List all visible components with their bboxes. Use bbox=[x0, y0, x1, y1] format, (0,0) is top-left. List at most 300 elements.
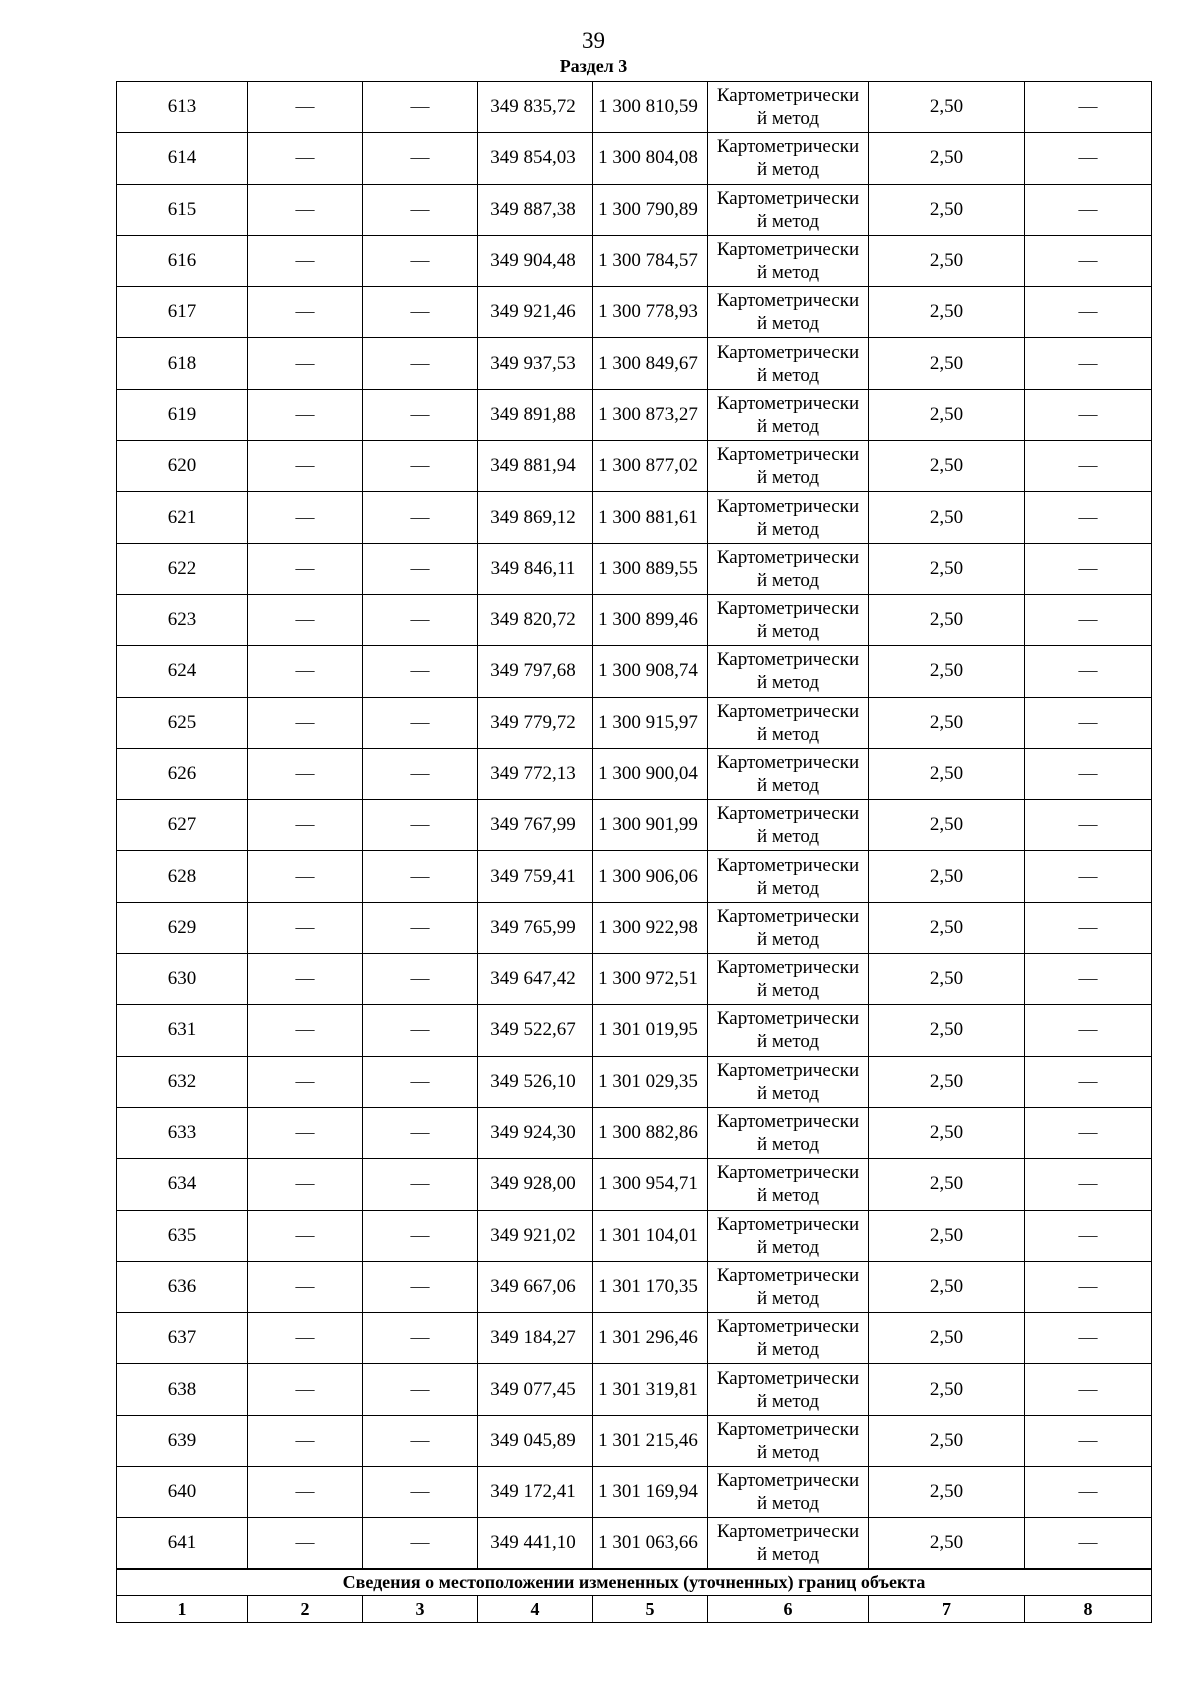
dash-cell: — bbox=[363, 800, 478, 851]
method-cell bbox=[708, 287, 869, 338]
method-line-1: Картометрически bbox=[716, 1008, 860, 1030]
accuracy-cell: 2,50 bbox=[869, 338, 1025, 389]
y-coordinate-cell: 1 300 784,57 bbox=[593, 235, 708, 286]
point-number-cell: 617 bbox=[117, 287, 248, 338]
dash-cell: — bbox=[248, 1210, 363, 1261]
point-number-cell: 640 bbox=[117, 1467, 248, 1518]
method-line-2: й метод bbox=[756, 1339, 820, 1361]
dash-cell: — bbox=[363, 1518, 478, 1569]
y-coordinate-cell: 1 300 954,71 bbox=[593, 1159, 708, 1210]
table-row bbox=[117, 184, 1152, 235]
method-line-1: Картометрически bbox=[716, 495, 860, 517]
method-line-2: й метод bbox=[756, 877, 820, 899]
method-line-1: Картометрически bbox=[716, 905, 860, 927]
point-number-cell: 615 bbox=[117, 184, 248, 235]
accuracy-cell: 2,50 bbox=[869, 646, 1025, 697]
accuracy-cell: 2,50 bbox=[869, 543, 1025, 594]
method-line-2: й метод bbox=[756, 415, 820, 437]
point-number-cell: 636 bbox=[117, 1261, 248, 1312]
table-row bbox=[117, 851, 1152, 902]
method-line-2: й метод bbox=[756, 1134, 820, 1156]
method-line-1: Картометрически bbox=[716, 854, 860, 876]
point-number-cell: 638 bbox=[117, 1364, 248, 1415]
method-line-2: й метод bbox=[756, 1236, 820, 1258]
accuracy-cell: 2,50 bbox=[869, 184, 1025, 235]
x-coordinate-cell: 349 904,48 bbox=[478, 235, 593, 286]
dash-cell: — bbox=[1025, 646, 1152, 697]
dash-cell: — bbox=[1025, 1159, 1152, 1210]
method-line-2: й метод bbox=[756, 980, 820, 1002]
dash-cell: — bbox=[1025, 851, 1152, 902]
page-number: 39 bbox=[582, 28, 605, 53]
table-row bbox=[117, 1056, 1152, 1107]
method-line-2: й метод bbox=[756, 775, 820, 796]
table-row bbox=[117, 287, 1152, 338]
y-coordinate-cell: 1 300 906,06 bbox=[593, 851, 708, 902]
dash-cell: — bbox=[248, 133, 363, 184]
table-row bbox=[117, 492, 1152, 543]
y-coordinate-cell: 1 300 915,97 bbox=[593, 697, 708, 748]
dash-cell: — bbox=[1025, 902, 1152, 953]
accuracy-cell: 2,50 bbox=[869, 235, 1025, 286]
method-line-1: Картометрически bbox=[716, 392, 860, 414]
dash-cell: — bbox=[363, 82, 478, 133]
dash-cell: — bbox=[1025, 1364, 1152, 1415]
method-line-2: й метод bbox=[756, 1493, 820, 1515]
method-cell bbox=[708, 184, 869, 235]
dash-cell: — bbox=[1025, 1261, 1152, 1312]
method-cell bbox=[708, 543, 869, 594]
method-line-1: Картометрически bbox=[716, 649, 860, 671]
table-row bbox=[117, 697, 1152, 748]
dash-cell: — bbox=[1025, 133, 1152, 184]
method-line-2: й метод bbox=[756, 723, 820, 745]
accuracy-cell: 2,50 bbox=[869, 954, 1025, 1005]
dash-cell: — bbox=[1025, 543, 1152, 594]
method-cell bbox=[708, 1364, 869, 1415]
accuracy-cell: 2,50 bbox=[869, 287, 1025, 338]
point-number-cell: 614 bbox=[117, 133, 248, 184]
column-number: 7 bbox=[869, 1596, 1025, 1623]
x-coordinate-cell: 349 172,41 bbox=[478, 1467, 593, 1518]
method-cell bbox=[708, 1056, 869, 1107]
method-line-1: Картометрически bbox=[716, 341, 860, 363]
dash-cell: — bbox=[248, 1415, 363, 1466]
point-number-cell: 631 bbox=[117, 1005, 248, 1056]
dash-cell: — bbox=[1025, 697, 1152, 748]
method-line-2: й метод bbox=[756, 672, 820, 694]
y-coordinate-cell: 1 301 104,01 bbox=[593, 1210, 708, 1261]
dash-cell: — bbox=[363, 338, 478, 389]
y-coordinate-cell: 1 300 877,02 bbox=[593, 441, 708, 492]
table-row bbox=[117, 902, 1152, 953]
dash-cell: — bbox=[248, 1005, 363, 1056]
y-coordinate-cell: 1 301 319,81 bbox=[593, 1364, 708, 1415]
dash-cell: — bbox=[1025, 287, 1152, 338]
method-cell bbox=[708, 1107, 869, 1158]
y-coordinate-cell: 1 300 922,98 bbox=[593, 902, 708, 953]
x-coordinate-cell: 349 891,88 bbox=[478, 389, 593, 440]
table-row bbox=[117, 954, 1152, 1005]
dash-cell: — bbox=[363, 1415, 478, 1466]
point-number-cell: 639 bbox=[117, 1415, 248, 1466]
accuracy-cell: 2,50 bbox=[869, 1107, 1025, 1158]
method-cell bbox=[708, 1210, 869, 1261]
method-cell bbox=[708, 492, 869, 543]
point-number-cell: 637 bbox=[117, 1313, 248, 1364]
x-coordinate-cell: 349 921,46 bbox=[478, 287, 593, 338]
table-row bbox=[117, 748, 1152, 799]
method-line-1: Картометрически bbox=[716, 1264, 860, 1286]
method-line-1: Картометрически bbox=[716, 290, 860, 312]
method-line-2: й метод bbox=[756, 1390, 820, 1412]
method-line-1: Картометрически bbox=[716, 1521, 860, 1543]
method-line-2: й метод bbox=[756, 1441, 820, 1463]
dash-cell: — bbox=[248, 954, 363, 1005]
method-cell bbox=[708, 800, 869, 851]
dash-cell: — bbox=[248, 594, 363, 645]
method-cell bbox=[708, 748, 869, 799]
y-coordinate-cell: 1 300 972,51 bbox=[593, 954, 708, 1005]
x-coordinate-cell: 349 522,67 bbox=[478, 1005, 593, 1056]
y-coordinate-cell: 1 301 029,35 bbox=[593, 1056, 708, 1107]
method-line-2: й метод bbox=[756, 1287, 820, 1309]
accuracy-cell: 2,50 bbox=[869, 389, 1025, 440]
y-coordinate-cell: 1 301 215,46 bbox=[593, 1415, 708, 1466]
table-row bbox=[117, 1364, 1152, 1415]
point-number-cell: 619 bbox=[117, 389, 248, 440]
method-cell bbox=[708, 441, 869, 492]
point-number-cell: 623 bbox=[117, 594, 248, 645]
column-number: 4 bbox=[478, 1596, 593, 1623]
x-coordinate-cell: 349 765,99 bbox=[478, 902, 593, 953]
table-row bbox=[117, 1518, 1152, 1569]
column-number: 6 bbox=[708, 1596, 869, 1623]
dash-cell: — bbox=[1025, 1210, 1152, 1261]
dash-cell: — bbox=[1025, 441, 1152, 492]
y-coordinate-cell: 1 300 901,99 bbox=[593, 800, 708, 851]
method-line-2: й метод bbox=[756, 569, 820, 591]
accuracy-cell: 2,50 bbox=[869, 697, 1025, 748]
dash-cell: — bbox=[363, 851, 478, 902]
point-number-cell: 627 bbox=[117, 800, 248, 851]
x-coordinate-cell: 349 921,02 bbox=[478, 1210, 593, 1261]
dash-cell: — bbox=[248, 800, 363, 851]
point-number-cell: 625 bbox=[117, 697, 248, 748]
dash-cell: — bbox=[248, 338, 363, 389]
method-line-1: Картометрически bbox=[716, 1316, 860, 1338]
dash-cell: — bbox=[1025, 748, 1152, 799]
dash-cell: — bbox=[248, 441, 363, 492]
dash-cell: — bbox=[1025, 389, 1152, 440]
column-number-row bbox=[117, 1596, 1152, 1623]
method-line-2: й метод bbox=[756, 364, 820, 386]
y-coordinate-cell: 1 300 900,04 bbox=[593, 748, 708, 799]
dash-cell: — bbox=[1025, 1518, 1152, 1569]
y-coordinate-cell: 1 301 169,94 bbox=[593, 1467, 708, 1518]
method-line-2: й метод bbox=[756, 108, 820, 130]
method-line-2: й метод bbox=[756, 262, 820, 284]
x-coordinate-cell: 349 924,30 bbox=[478, 1107, 593, 1158]
method-cell bbox=[708, 1467, 869, 1518]
dash-cell: — bbox=[363, 646, 478, 697]
y-coordinate-cell: 1 300 908,74 bbox=[593, 646, 708, 697]
dash-cell: — bbox=[248, 1313, 363, 1364]
point-number-cell: 618 bbox=[117, 338, 248, 389]
table-row bbox=[117, 1313, 1152, 1364]
dash-cell: — bbox=[1025, 235, 1152, 286]
column-number: 2 bbox=[248, 1596, 363, 1623]
method-cell bbox=[708, 1518, 869, 1569]
accuracy-cell: 2,50 bbox=[869, 1518, 1025, 1569]
x-coordinate-cell: 349 772,13 bbox=[478, 748, 593, 799]
method-line-2: й метод bbox=[756, 518, 820, 540]
accuracy-cell: 2,50 bbox=[869, 748, 1025, 799]
method-cell bbox=[708, 1415, 869, 1466]
accuracy-cell: 2,50 bbox=[869, 594, 1025, 645]
point-number-cell: 624 bbox=[117, 646, 248, 697]
accuracy-cell: 2,50 bbox=[869, 1313, 1025, 1364]
point-number-cell: 626 bbox=[117, 748, 248, 799]
dash-cell: — bbox=[1025, 594, 1152, 645]
x-coordinate-cell: 349 667,06 bbox=[478, 1261, 593, 1312]
dash-cell: — bbox=[363, 1261, 478, 1312]
table-row bbox=[117, 800, 1152, 851]
x-coordinate-cell: 349 759,41 bbox=[478, 851, 593, 902]
table-row bbox=[117, 133, 1152, 184]
y-coordinate-cell: 1 300 778,93 bbox=[593, 287, 708, 338]
method-line-1: Картометрически bbox=[716, 444, 860, 466]
point-number-cell: 630 bbox=[117, 954, 248, 1005]
table-row bbox=[117, 389, 1152, 440]
x-coordinate-cell: 349 441,10 bbox=[478, 1518, 593, 1569]
table-row bbox=[117, 1415, 1152, 1466]
x-coordinate-cell: 349 937,53 bbox=[478, 338, 593, 389]
dash-cell: — bbox=[1025, 338, 1152, 389]
method-cell bbox=[708, 133, 869, 184]
method-line-1: Картометрически bbox=[716, 1418, 860, 1440]
y-coordinate-cell: 1 300 881,61 bbox=[593, 492, 708, 543]
x-coordinate-cell: 349 779,72 bbox=[478, 697, 593, 748]
x-coordinate-cell: 349 846,11 bbox=[478, 543, 593, 594]
x-coordinate-cell: 349 869,12 bbox=[478, 492, 593, 543]
method-cell bbox=[708, 954, 869, 1005]
dash-cell: — bbox=[1025, 1313, 1152, 1364]
method-line-2: й метод bbox=[756, 1082, 820, 1104]
x-coordinate-cell: 349 854,03 bbox=[478, 133, 593, 184]
method-line-2: й метод bbox=[756, 826, 820, 848]
table-row bbox=[117, 594, 1152, 645]
dash-cell: — bbox=[248, 82, 363, 133]
dash-cell: — bbox=[363, 287, 478, 338]
method-cell bbox=[708, 697, 869, 748]
y-coordinate-cell: 1 300 810,59 bbox=[593, 82, 708, 133]
x-coordinate-cell: 349 797,68 bbox=[478, 646, 593, 697]
accuracy-cell: 2,50 bbox=[869, 902, 1025, 953]
dash-cell: — bbox=[248, 1467, 363, 1518]
x-coordinate-cell: 349 184,27 bbox=[478, 1313, 593, 1364]
method-cell bbox=[708, 389, 869, 440]
y-coordinate-cell: 1 301 170,35 bbox=[593, 1261, 708, 1312]
y-coordinate-cell: 1 301 063,66 bbox=[593, 1518, 708, 1569]
method-line-1: Картометрически bbox=[716, 1162, 860, 1184]
method-cell bbox=[708, 235, 869, 286]
method-line-2: й метод bbox=[756, 1185, 820, 1207]
method-line-1: Картометрически bbox=[716, 752, 860, 773]
dash-cell: — bbox=[363, 697, 478, 748]
dash-cell: — bbox=[248, 697, 363, 748]
dash-cell: — bbox=[1025, 1467, 1152, 1518]
dash-cell: — bbox=[363, 1313, 478, 1364]
method-cell bbox=[708, 1159, 869, 1210]
point-number-cell: 632 bbox=[117, 1056, 248, 1107]
x-coordinate-cell: 349 928,00 bbox=[478, 1159, 593, 1210]
dash-cell: — bbox=[363, 748, 478, 799]
dash-cell: — bbox=[1025, 1107, 1152, 1158]
table-row bbox=[117, 646, 1152, 697]
method-line-1: Картометрически bbox=[716, 957, 860, 979]
method-line-2: й метод bbox=[756, 467, 820, 489]
y-coordinate-cell: 1 300 849,67 bbox=[593, 338, 708, 389]
x-coordinate-cell: 349 887,38 bbox=[478, 184, 593, 235]
dash-cell: — bbox=[1025, 800, 1152, 851]
dash-cell: — bbox=[363, 184, 478, 235]
dash-cell: — bbox=[363, 1364, 478, 1415]
y-coordinate-cell: 1 300 873,27 bbox=[593, 389, 708, 440]
y-coordinate-cell: 1 300 804,08 bbox=[593, 133, 708, 184]
dash-cell: — bbox=[248, 851, 363, 902]
table-row bbox=[117, 1261, 1152, 1312]
y-coordinate-cell: 1 301 296,46 bbox=[593, 1313, 708, 1364]
x-coordinate-cell: 349 077,45 bbox=[478, 1364, 593, 1415]
x-coordinate-cell: 349 045,89 bbox=[478, 1415, 593, 1466]
accuracy-cell: 2,50 bbox=[869, 1005, 1025, 1056]
dash-cell: — bbox=[248, 287, 363, 338]
dash-cell: — bbox=[363, 133, 478, 184]
table-row bbox=[117, 1005, 1152, 1056]
point-number-cell: 622 bbox=[117, 543, 248, 594]
method-line-1: Картометрически bbox=[716, 85, 860, 107]
accuracy-cell: 2,50 bbox=[869, 1364, 1025, 1415]
dash-cell: — bbox=[248, 492, 363, 543]
dash-cell: — bbox=[1025, 184, 1152, 235]
method-line-1: Картометрически bbox=[716, 1111, 860, 1133]
dash-cell: — bbox=[363, 235, 478, 286]
method-cell bbox=[708, 646, 869, 697]
dash-cell: — bbox=[1025, 1415, 1152, 1466]
method-cell bbox=[708, 1005, 869, 1056]
table-row bbox=[117, 338, 1152, 389]
table-body bbox=[117, 82, 1152, 1623]
dash-cell: — bbox=[248, 1364, 363, 1415]
dash-cell: — bbox=[248, 1056, 363, 1107]
dash-cell: — bbox=[248, 1261, 363, 1312]
dash-cell: — bbox=[248, 184, 363, 235]
method-cell bbox=[708, 902, 869, 953]
point-number-cell: 620 bbox=[117, 441, 248, 492]
method-line-2: й метод bbox=[756, 159, 820, 181]
method-line-2: й метод bbox=[756, 210, 820, 232]
table-caption: Сведения о местоположении измененных (уточненных) границ объекта bbox=[117, 1569, 1152, 1596]
method-line-2: й метод bbox=[756, 313, 820, 335]
accuracy-cell: 2,50 bbox=[869, 851, 1025, 902]
y-coordinate-cell: 1 300 899,46 bbox=[593, 594, 708, 645]
x-coordinate-cell: 349 820,72 bbox=[478, 594, 593, 645]
dash-cell: — bbox=[1025, 82, 1152, 133]
method-line-1: Картометрически bbox=[716, 239, 860, 261]
table-row bbox=[117, 1467, 1152, 1518]
accuracy-cell: 2,50 bbox=[869, 82, 1025, 133]
dash-cell: — bbox=[363, 492, 478, 543]
dash-cell: — bbox=[248, 646, 363, 697]
point-number-cell: 629 bbox=[117, 902, 248, 953]
accuracy-cell: 2,50 bbox=[869, 1210, 1025, 1261]
dash-cell: — bbox=[248, 748, 363, 799]
point-number-cell: 621 bbox=[117, 492, 248, 543]
method-line-1: Картометрически bbox=[716, 1470, 860, 1492]
method-line-1: Картометрически bbox=[716, 1059, 860, 1081]
method-line-1: Картометрически bbox=[716, 803, 860, 825]
dash-cell: — bbox=[1025, 954, 1152, 1005]
y-coordinate-cell: 1 300 790,89 bbox=[593, 184, 708, 235]
point-number-cell: 633 bbox=[117, 1107, 248, 1158]
y-coordinate-cell: 1 300 889,55 bbox=[593, 543, 708, 594]
point-number-cell: 628 bbox=[117, 851, 248, 902]
point-number-cell: 613 bbox=[117, 82, 248, 133]
dash-cell: — bbox=[363, 902, 478, 953]
dash-cell: — bbox=[248, 1518, 363, 1569]
column-number: 5 bbox=[593, 1596, 708, 1623]
x-coordinate-cell: 349 647,42 bbox=[478, 954, 593, 1005]
dash-cell: — bbox=[363, 389, 478, 440]
y-coordinate-cell: 1 301 019,95 bbox=[593, 1005, 708, 1056]
x-coordinate-cell: 349 526,10 bbox=[478, 1056, 593, 1107]
dash-cell: — bbox=[1025, 1056, 1152, 1107]
section-title: Раздел 3 bbox=[559, 56, 628, 76]
dash-cell: — bbox=[363, 441, 478, 492]
method-cell bbox=[708, 338, 869, 389]
dash-cell: — bbox=[248, 389, 363, 440]
caption-row bbox=[117, 1569, 1152, 1596]
dash-cell: — bbox=[363, 594, 478, 645]
dash-cell: — bbox=[363, 1159, 478, 1210]
coordinates-table bbox=[116, 81, 1152, 1623]
point-number-cell: 641 bbox=[117, 1518, 248, 1569]
x-coordinate-cell: 349 767,99 bbox=[478, 800, 593, 851]
method-cell bbox=[708, 594, 869, 645]
method-cell bbox=[708, 1313, 869, 1364]
dash-cell: — bbox=[248, 902, 363, 953]
dash-cell: — bbox=[248, 235, 363, 286]
accuracy-cell: 2,50 bbox=[869, 1056, 1025, 1107]
dash-cell: — bbox=[363, 1467, 478, 1518]
method-line-2: й метод bbox=[756, 928, 820, 950]
method-line-2: й метод bbox=[756, 1544, 820, 1566]
column-number: 8 bbox=[1025, 1596, 1152, 1623]
accuracy-cell: 2,50 bbox=[869, 800, 1025, 851]
dash-cell: — bbox=[1025, 492, 1152, 543]
method-line-1: Картометрически bbox=[716, 598, 860, 620]
accuracy-cell: 2,50 bbox=[869, 133, 1025, 184]
accuracy-cell: 2,50 bbox=[869, 1159, 1025, 1210]
accuracy-cell: 2,50 bbox=[869, 492, 1025, 543]
point-number-cell: 616 bbox=[117, 235, 248, 286]
table-row bbox=[117, 235, 1152, 286]
table-row bbox=[117, 82, 1152, 133]
column-number: 1 bbox=[117, 1596, 248, 1623]
y-coordinate-cell: 1 300 882,86 bbox=[593, 1107, 708, 1158]
method-cell bbox=[708, 851, 869, 902]
